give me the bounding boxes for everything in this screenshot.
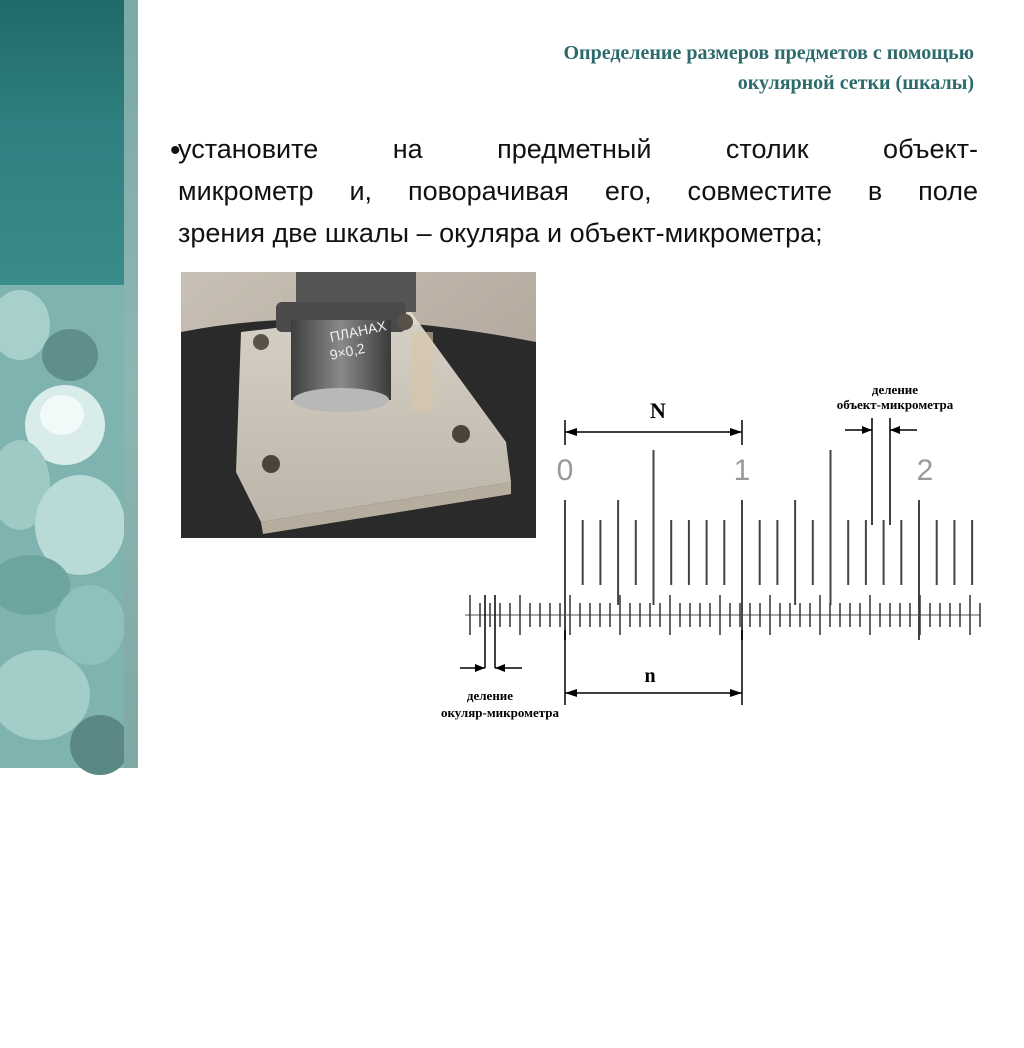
bullet-line-3: зрения две шкалы – окуляра и объект-микрометра; bbox=[178, 218, 823, 248]
lens-text-line-2: 9×0,2 bbox=[328, 339, 367, 363]
bullet-dot-icon: • bbox=[170, 134, 181, 167]
bullet-line-2: микрометр и, поворачивая его, совместите в поле bbox=[178, 176, 978, 206]
bullet-item bbox=[170, 128, 978, 254]
scale-number-0: 0 bbox=[556, 454, 574, 487]
n-label: n bbox=[644, 665, 656, 687]
title-line-2: окулярной сетки (шкалы) bbox=[737, 72, 974, 94]
slide-title bbox=[374, 38, 974, 98]
fppt-brand: fppt.com bbox=[6, 1033, 56, 1048]
N-label: N bbox=[650, 398, 666, 423]
ocular-division-label-2: окуляр-микрометра bbox=[440, 705, 560, 720]
title-line-1: Определение размеров предметов с помощью bbox=[563, 42, 974, 64]
scale-diagram bbox=[440, 370, 1000, 730]
teal-stripe bbox=[124, 0, 138, 768]
teal-panel bbox=[0, 0, 124, 285]
ocular-division-label-1: деление bbox=[466, 688, 514, 703]
bullet-line-1: установите на предметный столик объект- bbox=[178, 134, 978, 164]
object-micrometer-scale bbox=[565, 450, 972, 640]
left-decor-band bbox=[0, 0, 138, 1048]
scale-number-2: 2 bbox=[916, 454, 934, 487]
object-division-label-2: объект-микрометра bbox=[836, 397, 954, 412]
bacteria-image bbox=[0, 285, 124, 1048]
scale-number-1: 1 bbox=[733, 454, 751, 487]
lens-text-line-1: ПЛАНАХ bbox=[328, 317, 388, 345]
object-division-label-1: деление bbox=[871, 382, 919, 397]
